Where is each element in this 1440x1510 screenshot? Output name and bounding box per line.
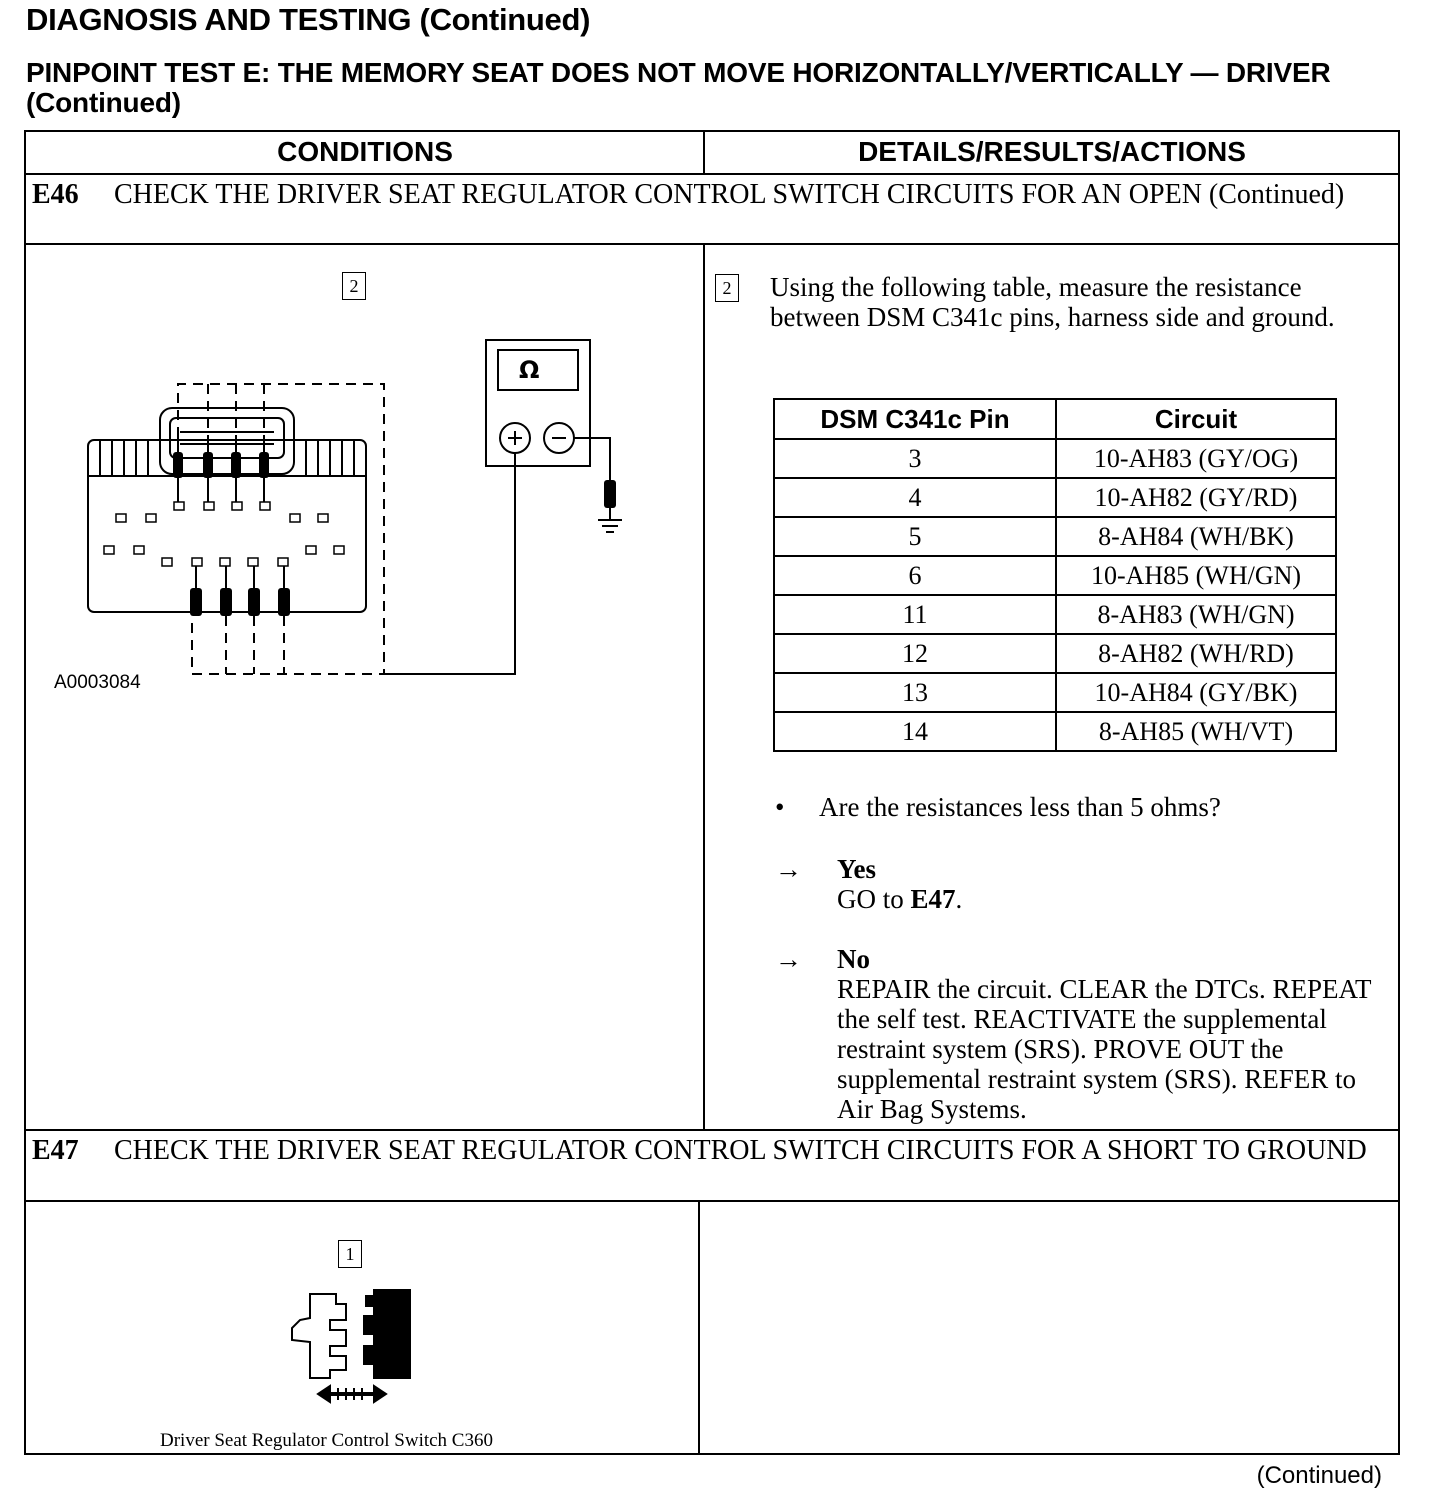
pin-cell: 13 xyxy=(774,673,1056,712)
circuit-cell: 8-AH84 (WH/BK) xyxy=(1056,517,1336,556)
result-action: REPAIR the circuit. CLEAR the DTCs. REPEAT the self test. REACTIVATE the supplemental restraint system (SRS). PROVE OUT the supplemental restraint system (SRS). REFER to Air Bag Systems. xyxy=(837,974,1372,1124)
details-column-header: DETAILS/RESULTS/ACTIONS xyxy=(858,136,1246,167)
table-row xyxy=(774,712,1336,751)
pin-cell: 3 xyxy=(774,439,1056,478)
conditions-column-header: CONDITIONS xyxy=(277,136,453,167)
figure-step-number: 2 xyxy=(342,272,366,300)
circuit-cell: 8-AH83 (WH/GN) xyxy=(1056,595,1336,634)
arrow-right-icon: → xyxy=(775,944,802,974)
step-id: E46 xyxy=(32,179,79,210)
result-label: Yes xyxy=(837,854,876,884)
ohm-symbol: Ω xyxy=(519,356,540,384)
pin-cell: 11 xyxy=(774,595,1056,634)
table-row xyxy=(774,673,1336,712)
arrow-right-icon: → xyxy=(775,854,802,884)
continued-note: (Continued) xyxy=(1256,1462,1382,1489)
step-title: CHECK THE DRIVER SEAT REGULATOR CONTROL SWITCH CIRCUITS FOR AN OPEN (Continued) xyxy=(114,179,1345,210)
question-text: Are the resistances less than 5 ohms? xyxy=(819,792,1221,822)
circuit-cell: 10-AH85 (WH/GN) xyxy=(1056,556,1336,595)
instruction-step-number: 2 xyxy=(715,274,739,302)
table-row xyxy=(774,517,1336,556)
step-title: CHECK THE DRIVER SEAT REGULATOR CONTROL SWITCH CIRCUITS FOR A SHORT TO GROUND xyxy=(114,1135,1367,1166)
figure-caption: Driver Seat Regulator Control Switch C360 xyxy=(160,1430,493,1451)
divider xyxy=(26,1200,1398,1202)
figure-id: A0003084 xyxy=(54,672,141,693)
divider xyxy=(703,244,705,1130)
divider xyxy=(703,132,705,174)
step-id: E47 xyxy=(32,1135,79,1166)
circuit-cell: 10-AH82 (GY/RD) xyxy=(1056,478,1336,517)
figure-step-number: 1 xyxy=(338,1240,362,1268)
pin-cell: 14 xyxy=(774,712,1056,751)
action-text: . xyxy=(955,884,963,914)
divider xyxy=(26,243,1398,245)
page-title: DIAGNOSIS AND TESTING (Continued) xyxy=(26,2,591,37)
table-row xyxy=(774,634,1336,673)
pin-cell: 6 xyxy=(774,556,1056,595)
table-row xyxy=(774,595,1336,634)
table-row xyxy=(774,556,1336,595)
action-text: GO to xyxy=(837,884,911,914)
divider xyxy=(26,173,1398,175)
divider xyxy=(698,1201,700,1455)
pin-cell: 5 xyxy=(774,517,1056,556)
pin-circuit-table xyxy=(773,398,1337,752)
pin-cell: 12 xyxy=(774,634,1056,673)
pin-cell: 4 xyxy=(774,478,1056,517)
result-action xyxy=(837,884,1397,914)
circuit-cell: 8-AH85 (WH/VT) xyxy=(1056,712,1336,751)
table-row xyxy=(774,478,1336,517)
circuit-cell: 10-AH84 (GY/BK) xyxy=(1056,673,1336,712)
table-header: DSM C341c Pin xyxy=(774,399,1056,439)
pinpoint-test-title: PINPOINT TEST E: THE MEMORY SEAT DOES NOT MOVE HORIZONTALLY/VERTICALLY — DRIVER (Continued) xyxy=(26,57,1331,118)
table-header: Circuit xyxy=(1056,399,1336,439)
result-label: No xyxy=(837,944,870,974)
goto-step-link[interactable]: E47 xyxy=(910,884,956,914)
table-row xyxy=(774,439,1336,478)
circuit-cell: 10-AH83 (GY/OG) xyxy=(1056,439,1336,478)
divider xyxy=(26,1129,1398,1131)
bullet: • xyxy=(775,792,785,822)
instruction-text: Using the following table, measure the resistance between DSM C341c pins, harness side and ground. xyxy=(770,272,1335,332)
circuit-cell: 8-AH82 (WH/RD) xyxy=(1056,634,1336,673)
